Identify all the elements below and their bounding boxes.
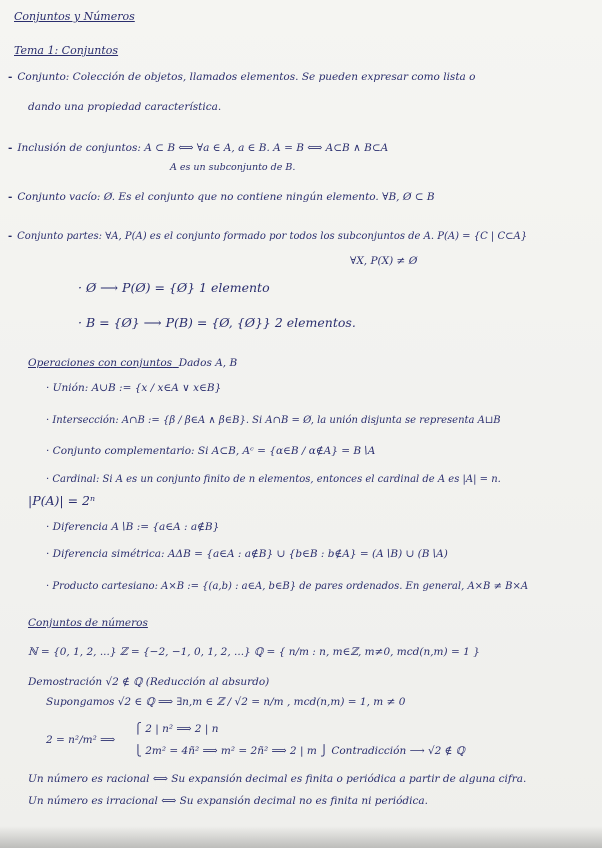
definition-inclusion: - Inclusión de conjuntos: A ⊂ B ⟺ ∀a ∈ A, a ∈ B. A = B ⟺ A⊂B ∧ B⊂A xyxy=(8,142,389,154)
op-cardinal-power: |P(A)| = 2ⁿ xyxy=(28,493,96,508)
op-complement: · Conjunto complementario: Si A⊂B, Aᶜ = {α∈B / α∉A} = B∖A xyxy=(46,445,376,457)
operations-header-text: Operaciones con conjuntos xyxy=(28,357,173,369)
operations-given: Dados A, B xyxy=(178,357,238,369)
definition-text: Conjunto vacío: Ø. Es el conjunto que no contiene ningún elemento. ∀B, Ø ⊂ B xyxy=(17,191,435,203)
irrational-definition: Un número es irracional ⟺ Su expansión decimal no es finita ni periódica. xyxy=(28,795,428,807)
rational-definition: Un número es racional ⟺ Su expansión decimal es finita o periódica a partir de alguna cifra. xyxy=(28,773,527,785)
proof-step-1: ⎧ 2 | n² ⟹ 2 | n xyxy=(134,723,219,735)
page-shadow xyxy=(0,826,602,848)
example-empty-set: · Ø ⟶ P(Ø) = {Ø} 1 elemento xyxy=(78,280,270,295)
op-difference: · Diferencia A∖B := {a∈A : a∉B} xyxy=(46,521,220,533)
op-union: · Unión: A∪B := {x / x∈A ∨ x∈B} xyxy=(46,382,222,394)
inclusion-note: A es un subconjunto de B. xyxy=(170,162,296,173)
proof-step-0: 2 = n²/m² ⟹ xyxy=(46,734,116,746)
section-title: Tema 1: Conjuntos xyxy=(14,44,119,57)
op-intersection: · Intersección: A∩B := {β / β∈A ∧ β∈B}. Si A∩B = Ø, la unión disjunta se representa A⊔B xyxy=(46,415,501,426)
page-title: Conjuntos y Números xyxy=(14,10,135,23)
definition-text: Inclusión de conjuntos: A ⊂ B ⟺ ∀a ∈ A, a ∈ B. A = B ⟺ A⊂B ∧ B⊂A xyxy=(17,142,389,154)
op-cardinal: · Cardinal: Si A es un conjunto finito de n elementos, entonces el cardinal de A es |A| = n. xyxy=(46,474,501,485)
proof-assumption: Supongamos √2 ∈ ℚ ⟹ ∃n,m ∈ ℤ / √2 = n/m , mcd(n,m) = 1, m ≠ 0 xyxy=(46,696,406,708)
operations-header xyxy=(28,356,237,370)
op-cartesian-product: · Producto cartesiano: A×B := {(a,b) : a∈A, b∈B} de pares ordenados. En general, A×B ≠ B×A xyxy=(46,581,529,592)
example-set-of-empty: · B = {Ø} ⟶ P(B) = {Ø, {Ø}} 2 elementos. xyxy=(78,315,356,330)
definition-conjunto: - Conjunto: Colección de objetos, llamados elementos. Se pueden expresar como lista o xyxy=(8,71,476,83)
op-symmetric-difference: · Diferencia simétrica: AΔB = {a∈A : a∉B} ∪ {b∈B : b∉A} = (A∖B) ∪ (B∖A) xyxy=(46,548,448,560)
partes-note: ∀X, P(X) ≠ Ø xyxy=(350,255,418,267)
number-sets: ℕ = {0, 1, 2, ...} ℤ = {−2, −1, 0, 1, 2, ...} ℚ = { n/m : n, m∈ℤ, m≠0, mcd(n,m) = 1 } xyxy=(28,646,480,658)
proof-step-2: ⎩ 2m² = 4ñ² ⟹ m² = 2ñ² ⟹ 2 | m ⎭ Contradicción ⟶ √2 ∉ ℚ xyxy=(134,745,465,757)
definition-text: Conjunto: Colección de objetos, llamados elementos. Se pueden expresar como lista o xyxy=(17,71,476,83)
definition-text: Conjunto partes: ∀A, P(A) es el conjunto formado por todos los subconjuntos de A. P(A) = {C | C⊂A} xyxy=(17,231,528,242)
definition-vacio: - Conjunto vacío: Ø. Es el conjunto que no contiene ningún elemento. ∀B, Ø ⊂ B xyxy=(8,191,435,203)
definition-partes: - Conjunto partes: ∀A, P(A) es el conjunto formado por todos los subconjuntos de A. P(A) = {C | C⊂A} xyxy=(8,231,528,242)
numbers-header: Conjuntos de números xyxy=(28,617,148,629)
definition-conjunto-cont: dando una propiedad característica. xyxy=(28,101,222,113)
proof-title: Demostración √2 ∉ ℚ (Reducción al absurdo) xyxy=(28,676,270,688)
